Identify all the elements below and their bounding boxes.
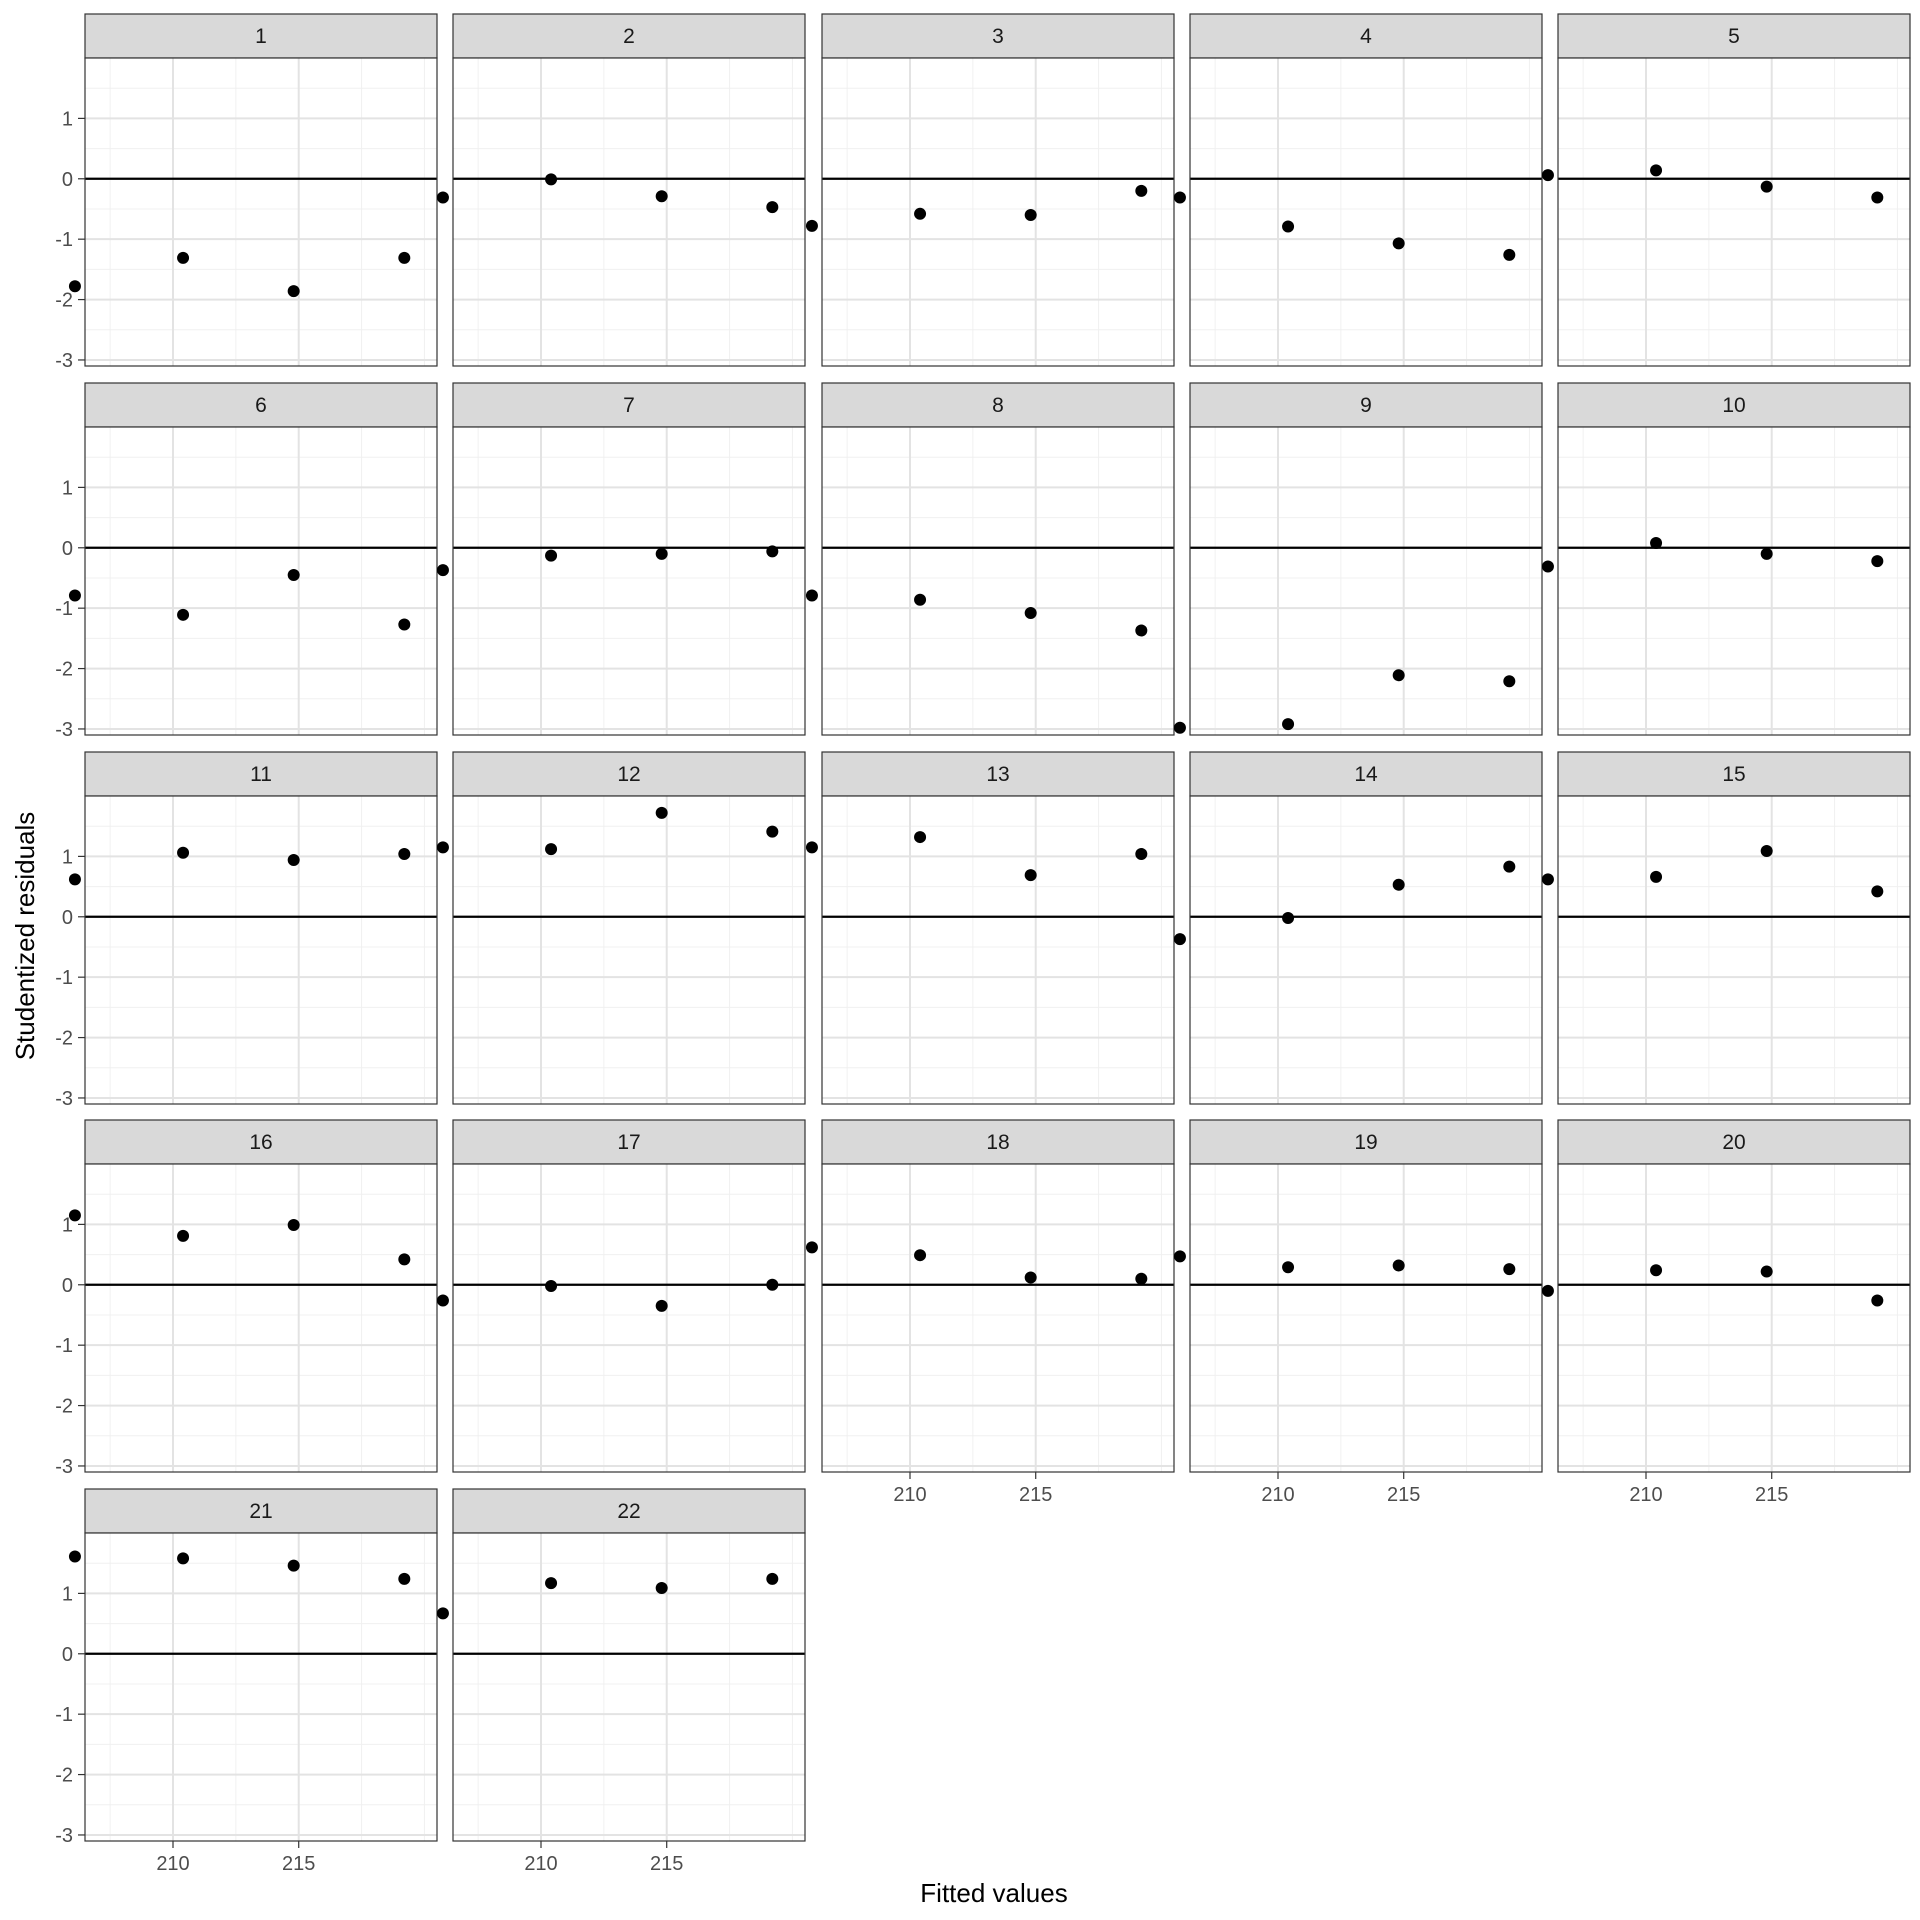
facet-panel-15 (1542, 752, 1910, 1104)
data-point (1503, 675, 1515, 687)
y-tick-label: 0 (61, 168, 73, 191)
facet-strip-label: 4 (1360, 25, 1372, 48)
data-point (69, 1551, 81, 1563)
data-point (288, 1219, 300, 1231)
data-point (1871, 885, 1883, 897)
facet-strip-label: 12 (617, 763, 641, 786)
data-point (1282, 718, 1294, 730)
y-tick-label: 1 (61, 846, 73, 869)
y-tick-label: -3 (55, 718, 73, 741)
data-point (69, 873, 81, 885)
facet-strip-label: 3 (992, 25, 1004, 48)
facet-panel-21 (55, 1489, 437, 1875)
facet-panel-20 (1542, 1120, 1910, 1506)
data-point (766, 826, 778, 838)
plot-background (1558, 796, 1910, 1104)
y-tick-label: 0 (61, 537, 73, 560)
facet-strip-label: 1 (255, 25, 267, 48)
plot-background (1558, 58, 1910, 366)
data-point (1025, 607, 1037, 619)
data-point (545, 1577, 557, 1589)
facet-panel-12 (437, 752, 805, 1104)
facet-panel-10 (1542, 383, 1910, 735)
data-point (545, 173, 557, 185)
data-point (806, 589, 818, 601)
data-point (1650, 164, 1662, 176)
facet-panel-3 (806, 14, 1174, 366)
facet-strip-label: 7 (623, 394, 635, 417)
facet-strip-label: 6 (255, 394, 267, 417)
facet-strip-label: 2 (623, 25, 635, 48)
data-point (177, 252, 189, 264)
y-tick-label: -1 (55, 598, 73, 621)
y-tick-label: -1 (55, 1335, 73, 1358)
plot-background (822, 1164, 1174, 1472)
data-point (1542, 1285, 1554, 1297)
facet-strip-label: 18 (986, 1131, 1010, 1154)
x-tick-label: 215 (1755, 1484, 1789, 1506)
y-tick-label: 1 (61, 1214, 73, 1237)
data-point (1174, 722, 1186, 734)
data-point (914, 594, 926, 606)
plot-background (85, 58, 437, 366)
plot-background (453, 1533, 805, 1841)
data-point (766, 1279, 778, 1291)
data-point (177, 847, 189, 859)
plot-background (1190, 796, 1542, 1104)
data-point (177, 1552, 189, 1564)
data-point (1025, 209, 1037, 221)
data-point (1761, 845, 1773, 857)
facet-strip-label: 17 (617, 1131, 641, 1154)
data-point (1650, 871, 1662, 883)
facet-strip-label: 10 (1722, 394, 1746, 417)
data-point (766, 545, 778, 557)
data-point (1761, 181, 1773, 193)
data-point (806, 220, 818, 232)
data-point (398, 618, 410, 630)
data-point (1135, 185, 1147, 197)
y-tick-label: 1 (61, 1583, 73, 1606)
data-point (1761, 548, 1773, 560)
data-point (1542, 561, 1554, 573)
facet-strip-label: 14 (1354, 763, 1378, 786)
data-point (545, 550, 557, 562)
data-point (1393, 1259, 1405, 1271)
plot-background (1558, 427, 1910, 735)
facet-panel-5 (1542, 14, 1910, 366)
plot-background (1190, 427, 1542, 735)
data-point (398, 1573, 410, 1585)
facet-panel-2 (437, 14, 805, 366)
x-tick-label: 215 (1019, 1484, 1053, 1506)
data-point (288, 1560, 300, 1572)
x-tick-label: 210 (1629, 1484, 1663, 1506)
facet-strip-label: 19 (1354, 1131, 1378, 1154)
facet-panel-19 (1174, 1120, 1542, 1506)
facet-panel-8 (806, 383, 1174, 735)
plot-background (822, 796, 1174, 1104)
facet-strip-label: 13 (986, 763, 1010, 786)
x-tick-label: 210 (156, 1853, 190, 1875)
data-point (437, 1294, 449, 1306)
data-point (398, 1253, 410, 1265)
y-tick-label: -2 (55, 1764, 73, 1787)
facet-strip-label: 5 (1728, 25, 1740, 48)
data-point (1135, 625, 1147, 637)
x-tick-label: 215 (650, 1853, 684, 1875)
plot-background (85, 1533, 437, 1841)
facet-panel-14 (1174, 752, 1542, 1104)
data-point (288, 854, 300, 866)
data-point (1135, 1273, 1147, 1285)
data-point (914, 1249, 926, 1261)
data-point (1871, 192, 1883, 204)
data-point (1174, 933, 1186, 945)
facet-panel-16 (55, 1120, 437, 1478)
x-tick-label: 215 (1387, 1484, 1421, 1506)
y-tick-label: 1 (61, 477, 73, 500)
plot-background (453, 1164, 805, 1472)
plot-background (85, 796, 437, 1104)
facet-strip-label: 15 (1722, 763, 1746, 786)
y-tick-label: -1 (55, 967, 73, 990)
data-point (437, 564, 449, 576)
data-point (766, 201, 778, 213)
plot-background (85, 427, 437, 735)
facet-panel-18 (806, 1120, 1174, 1506)
data-point (1174, 1250, 1186, 1262)
data-point (288, 569, 300, 581)
data-point (1393, 669, 1405, 681)
data-point (1282, 912, 1294, 924)
data-point (656, 190, 668, 202)
data-point (1650, 1264, 1662, 1276)
facet-strip-label: 8 (992, 394, 1004, 417)
plot-background (453, 427, 805, 735)
y-tick-label: -1 (55, 229, 73, 252)
plot-background (1190, 58, 1542, 366)
facet-panel-17 (437, 1120, 805, 1472)
facet-panel-13 (806, 752, 1174, 1104)
facet-panel-4 (1174, 14, 1542, 366)
data-point (398, 848, 410, 860)
data-point (288, 285, 300, 297)
data-point (1871, 1294, 1883, 1306)
y-tick-label: 1 (61, 108, 73, 131)
x-tick-label: 215 (282, 1853, 316, 1875)
data-point (1503, 249, 1515, 261)
data-point (177, 1230, 189, 1242)
data-point (806, 1241, 818, 1253)
facet-panel-11 (55, 752, 437, 1110)
data-point (437, 1607, 449, 1619)
y-tick-label: -3 (55, 1087, 73, 1110)
plot-background (1558, 1164, 1910, 1472)
y-axis-title: Studentized residuals (10, 811, 40, 1061)
y-tick-label: 0 (61, 906, 73, 929)
y-tick-label: -1 (55, 1704, 73, 1727)
data-point (914, 831, 926, 843)
plot-background (822, 58, 1174, 366)
y-tick-label: 0 (61, 1274, 73, 1297)
plot-background (453, 796, 805, 1104)
data-point (1761, 1265, 1773, 1277)
facet-panel-6 (55, 383, 437, 741)
facet-strip-label: 22 (617, 1500, 641, 1523)
data-point (1282, 1261, 1294, 1273)
plot-background (453, 58, 805, 366)
y-tick-label: -3 (55, 1455, 73, 1478)
x-tick-label: 210 (893, 1484, 927, 1506)
y-tick-label: -3 (55, 349, 73, 372)
facet-strip-label: 21 (249, 1500, 273, 1523)
facet-panel-22 (437, 1489, 805, 1875)
data-point (177, 609, 189, 621)
data-point (545, 1280, 557, 1292)
data-point (1542, 873, 1554, 885)
plot-background (1190, 1164, 1542, 1472)
data-point (1503, 1263, 1515, 1275)
y-tick-label: -2 (55, 289, 73, 312)
data-point (656, 1582, 668, 1594)
data-point (914, 208, 926, 220)
y-tick-label: -2 (55, 1027, 73, 1050)
y-tick-label: -2 (55, 658, 73, 681)
data-point (437, 192, 449, 204)
data-point (656, 807, 668, 819)
plot-background (85, 1164, 437, 1472)
data-point (656, 548, 668, 560)
data-point (1174, 192, 1186, 204)
facet-strip-label: 16 (249, 1131, 273, 1154)
facet-strip-label: 11 (250, 763, 272, 786)
x-axis-title: Fitted values (920, 1878, 1068, 1908)
data-point (1135, 848, 1147, 860)
facet-strip-label: 9 (1360, 394, 1372, 417)
data-point (1542, 169, 1554, 181)
data-point (398, 252, 410, 264)
x-tick-label: 210 (524, 1853, 558, 1875)
data-point (656, 1300, 668, 1312)
facet-panel-9 (1174, 383, 1542, 735)
y-tick-label: -2 (55, 1395, 73, 1418)
data-point (1393, 879, 1405, 891)
facet-strip-label: 20 (1722, 1131, 1746, 1154)
data-point (545, 843, 557, 855)
data-point (1025, 869, 1037, 881)
data-point (1650, 537, 1662, 549)
y-tick-label: -3 (55, 1824, 73, 1847)
data-point (437, 841, 449, 853)
plot-background (822, 427, 1174, 735)
data-point (1025, 1272, 1037, 1284)
data-point (1503, 861, 1515, 873)
x-tick-label: 210 (1261, 1484, 1295, 1506)
data-point (1871, 555, 1883, 567)
facet-panel-1 (55, 14, 437, 372)
facet-panel-7 (437, 383, 805, 735)
data-point (806, 841, 818, 853)
data-point (1393, 237, 1405, 249)
y-tick-label: 0 (61, 1643, 73, 1666)
data-point (1282, 220, 1294, 232)
data-point (766, 1573, 778, 1585)
